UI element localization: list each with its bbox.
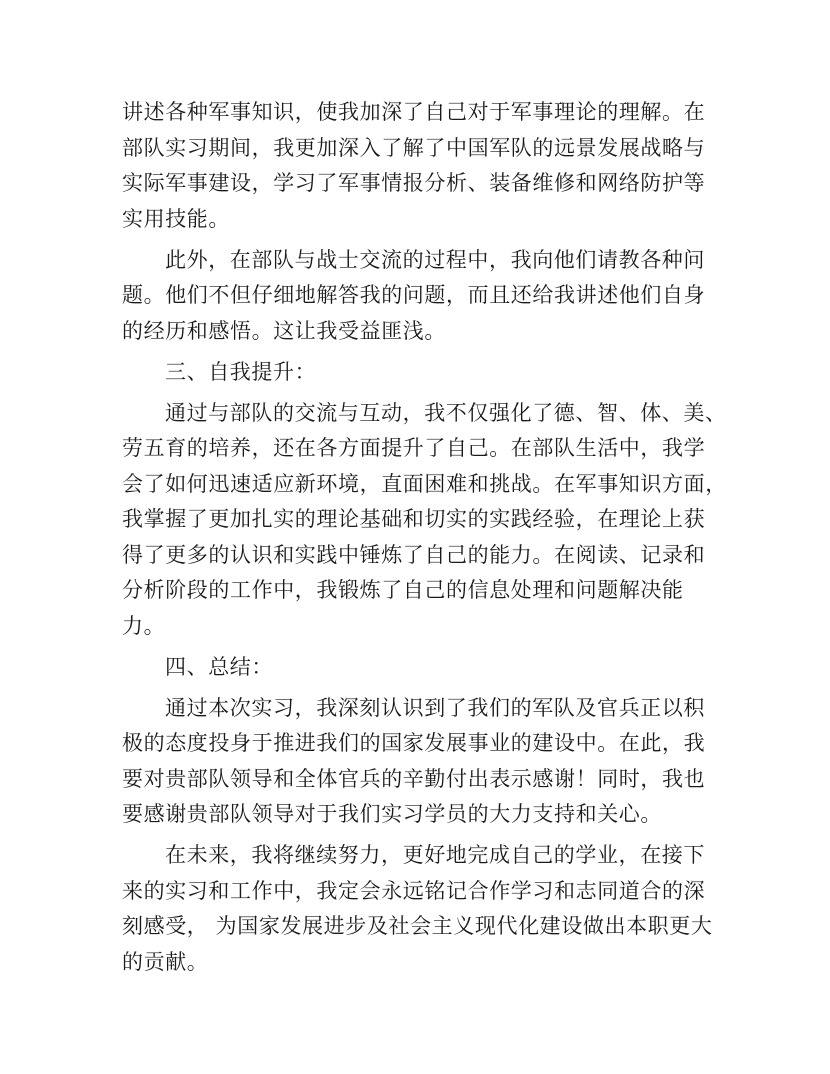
text-line: 通过本次实习，我深刻认识到了我们的军队及官兵正以积 bbox=[165, 695, 705, 720]
text-line: 讲述各种军事知识，使我加深了自己对于军事理论的理解。在 bbox=[122, 100, 706, 124]
text-line: 来的实习和工作中，我定会永远铭记合作学习和志同道合的深 bbox=[122, 878, 706, 903]
text-line: 四、总结： bbox=[165, 654, 273, 679]
text-line: 的贡献。 bbox=[122, 949, 209, 974]
text-line: 题。他们不但仔细地解答我的问题，而且还给我讲述他们自身 bbox=[122, 283, 706, 307]
text-line: 三、自我提升： bbox=[165, 359, 317, 384]
text-line: 劳五育的培养，还在各方面提升了自己。在部队生活中，我学 bbox=[122, 436, 706, 460]
text-line: 实际军事建设，学习了军事情报分析、装备维修和网络防护等 bbox=[122, 171, 706, 195]
text-line: 此外，在部队与战士交流的过程中，我向他们请教各种问 bbox=[165, 247, 705, 272]
paragraph bbox=[122, 243, 722, 350]
text-line: 的经历和感悟。这让我受益匪浅。 bbox=[122, 318, 446, 343]
text-line: 要对贵部队领导和全体官兵的辛勤付出表示感谢！同时，我也 bbox=[122, 766, 706, 791]
text-line: 部队实习期间，我更加深入了解了中国军队的远景发展战略与 bbox=[122, 135, 706, 160]
text-line: 要感谢贵部队领导对于我们实习学员的大力支持和关心。 bbox=[122, 802, 662, 826]
text-line: 极的态度投身于推进我们的国家发展事业的建设中。在此，我 bbox=[122, 731, 706, 755]
section-heading bbox=[122, 650, 722, 686]
paragraph bbox=[122, 396, 727, 645]
document-body bbox=[122, 95, 727, 986]
text-line: 得了更多的认识和实践中锤炼了自己的能力。在阅读、记录和 bbox=[122, 542, 706, 567]
paragraph bbox=[122, 838, 722, 980]
paragraph bbox=[122, 691, 722, 833]
text-line: 刻感受， 为国家发展进步及社会主义现代化建设做出本职更大 bbox=[122, 914, 713, 938]
text-line: 通过与部队的交流与互动，我不仅强化了德、智、体、美、 bbox=[165, 400, 727, 425]
text-line: 分析阶段的工作中，我锻炼了自己的信息处理和问题解决能 bbox=[122, 578, 684, 602]
section-heading bbox=[122, 355, 722, 391]
text-line: 实用技能。 bbox=[122, 206, 230, 231]
text-line: 在未来，我将继续努力，更好地完成自己的学业，在接下 bbox=[165, 843, 705, 867]
text-line: 我掌握了更加扎实的理论基础和切实的实践经验，在理论上获 bbox=[122, 507, 706, 531]
text-line: 会了如何迅速适应新环境，直面困难和挑战。在军事知识方面， bbox=[122, 471, 727, 496]
paragraph bbox=[122, 95, 722, 237]
text-line: 力。 bbox=[122, 613, 166, 638]
